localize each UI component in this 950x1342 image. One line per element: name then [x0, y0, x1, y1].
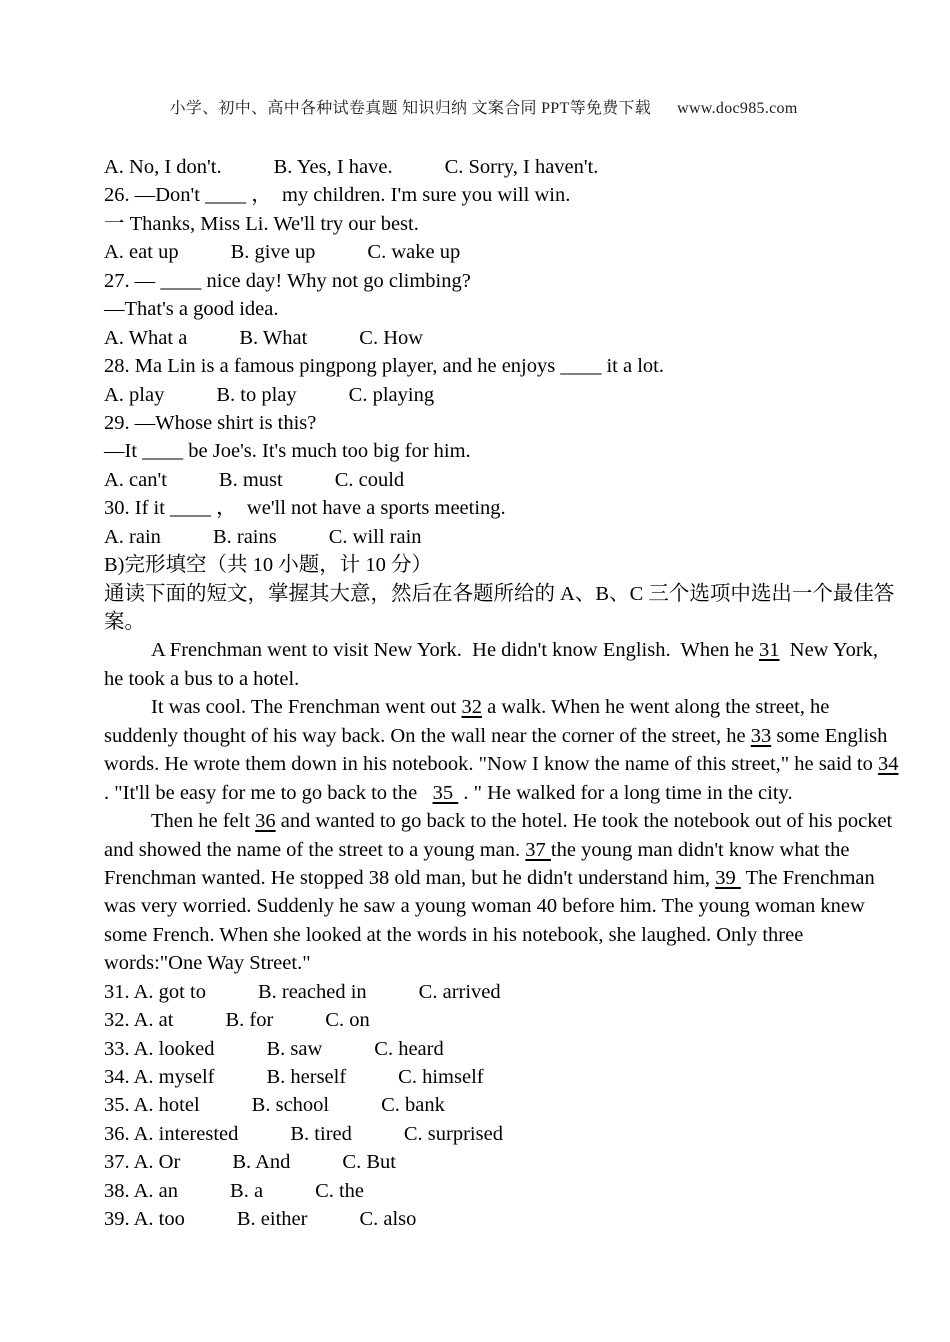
q34-options [104, 1063, 874, 1091]
option-item: C. could [334, 468, 405, 491]
q37-options [104, 1148, 874, 1176]
passage-p3-l2 [104, 836, 874, 864]
q25-options [104, 153, 874, 181]
passage-p3-l1 [104, 807, 893, 835]
passage-p2-l3 [104, 750, 899, 778]
q28-stem: 28. Ma Lin is a famous pingpong player, and he enjoys ____ it a lot. [104, 355, 664, 378]
option-item: C. will rain [328, 525, 422, 548]
cloze-blank-number: 32 [461, 696, 482, 719]
text-segment: Then he felt [151, 810, 256, 833]
option-item: 38. A. an [104, 1179, 179, 1202]
cloze-blank-number: 31 [759, 639, 780, 662]
text-segment: and wanted to go back to the hotel. He took the notebook out of his pocket [275, 810, 893, 833]
option-item: C. wake up [367, 241, 461, 264]
q26-stem: 26. —Don't ____ ， my children. I'm sure you will win. [104, 184, 571, 207]
text-segment: and showed the name of the street to a young man. [104, 838, 526, 861]
option-item: C. arrived [418, 980, 501, 1003]
option-item: B. herself [266, 1066, 347, 1088]
text-segment: the young man didn't know what the [550, 838, 850, 861]
q27-options [104, 324, 874, 352]
q36-options [104, 1120, 874, 1148]
text-segment: words. He wrote them down in his notebook. "Now I know the name of this street," he said to [104, 753, 878, 776]
q35-options [104, 1091, 874, 1119]
q38-options [104, 1177, 874, 1205]
passage-p2-l1 [104, 693, 874, 721]
option-item: 34. A. myself [104, 1066, 215, 1088]
option-item: B. for [225, 1009, 274, 1032]
passage-p3-l6: words:"One Way Street." [104, 952, 311, 975]
section-b-heading: B)完形填空（共 10 小题，计 10 分） [104, 554, 432, 577]
option-item: B. reached in [257, 980, 367, 1003]
option-item: C. Sorry, I haven't. [444, 156, 599, 178]
q31-options [104, 978, 874, 1006]
option-item: C. on [325, 1009, 370, 1032]
option-item: C. heard [374, 1037, 444, 1060]
option-item: C. playing [348, 383, 435, 406]
q29-options [104, 466, 874, 494]
passage-p1-l1 [104, 636, 879, 664]
option-item: B. Yes, I have. [273, 156, 393, 178]
q29-reply: —It ____ be Joe's. It's much too big for him. [104, 440, 471, 463]
cloze-blank-number: 35 [432, 781, 459, 804]
option-item: 31. A. got to [104, 980, 206, 1003]
text-segment: Frenchman wanted. He stopped 38 old man, but he didn't understand him, [104, 866, 716, 889]
option-item: B. rains [212, 525, 277, 548]
option-item: B. And [232, 1151, 291, 1174]
passage-p3-l4: was very worried. Suddenly he saw a young woman 40 before him. The young woman knew [104, 895, 865, 918]
q28-options [104, 381, 874, 409]
option-item: C. How [359, 326, 424, 349]
cloze-blank-number: 34 [877, 753, 899, 776]
text-segment: some English [771, 724, 888, 747]
option-item: A. eat up [104, 241, 179, 264]
option-item: A. No, I don't. [104, 156, 222, 178]
option-item: C. bank [381, 1094, 445, 1117]
cloze-blank-number: 36 [255, 810, 276, 833]
cloze-blank-number: 33 [750, 724, 772, 747]
option-item: 32. A. at [104, 1009, 174, 1032]
option-item: A. What a [104, 326, 188, 349]
text-segment: A Frenchman went to visit New York. He didn't know English. When he [151, 639, 760, 662]
text-segment: . "It'll be easy for me to go back to the [104, 781, 433, 804]
option-item: C. But [342, 1151, 396, 1174]
option-item: C. surprised [403, 1122, 503, 1145]
q30-options [104, 523, 874, 551]
option-item: 37. A. Or [104, 1151, 181, 1174]
q26-reply: 一 Thanks, Miss Li. We'll try our best. [104, 212, 419, 235]
text-segment: New York, [779, 639, 879, 662]
passage-p1-l2: he took a bus to a hotel. [104, 667, 300, 690]
page-header [0, 77, 950, 136]
option-item: 35. A. hotel [104, 1094, 200, 1117]
document-body [104, 153, 899, 1234]
option-item: B. What [239, 326, 308, 349]
option-item: C. the [315, 1179, 365, 1202]
section-b-instructions-1: 通读下面的短文，掌握其大意，然后在各题所给的 A、B、C 三个选项中选出一个最佳答 [104, 582, 895, 605]
option-item: B. saw [266, 1037, 323, 1060]
text-segment: . " He walked for a long time in the city. [458, 781, 793, 804]
option-item: C. himself [398, 1066, 484, 1088]
option-item: 36. A. interested [104, 1122, 239, 1145]
option-item: B. a [230, 1179, 264, 1202]
header-site-url: www.doc985.com [677, 100, 798, 117]
q29-stem: 29. —Whose shirt is this? [104, 411, 317, 434]
passage-p3-l5: some French. When she looked at the words in his notebook, she laughed. Only three [104, 923, 804, 946]
q32-options [104, 1006, 874, 1034]
cloze-blank-number: 37 [525, 838, 551, 861]
option-item: A. rain [104, 525, 161, 548]
option-item: 39. A. too [104, 1208, 185, 1231]
header-slogan: 小学、初中、高中各种试卷真题 知识归纳 文案合同 PPT等免费下载 [169, 100, 652, 117]
option-item: C. also [359, 1208, 417, 1231]
q27-reply: —That's a good idea. [104, 298, 279, 321]
section-b-instructions-2: 案。 [104, 611, 145, 633]
option-item: B. either [236, 1208, 308, 1231]
passage-p2-l2 [104, 722, 888, 750]
option-item: B. tired [290, 1122, 352, 1145]
option-item: B. must [218, 468, 283, 491]
text-segment: a walk. When he went along the street, he [481, 696, 830, 719]
q26-options [104, 238, 874, 266]
option-item: B. give up [230, 241, 316, 264]
text-segment: suddenly thought of his way back. On the wall near the corner of the street, he [104, 724, 751, 747]
option-item: B. school [251, 1094, 330, 1117]
option-item: A. play [104, 383, 165, 406]
passage-p3-l3 [104, 864, 874, 892]
q39-options [104, 1205, 874, 1233]
q33-options [104, 1035, 874, 1063]
text-segment: It was cool. The Frenchman went out [151, 696, 462, 719]
q27-stem: 27. — ____ nice day! Why not go climbing? [104, 269, 471, 292]
cloze-blank-number: 39 [715, 866, 741, 889]
option-item: A. can't [104, 468, 167, 491]
q30-stem: 30. If it ____ ， we'll not have a sports meeting. [104, 497, 506, 520]
option-item: 33. A. looked [104, 1037, 215, 1060]
passage-p2-l4 [104, 779, 874, 807]
option-item: B. to play [216, 383, 297, 406]
text-segment: The Frenchman [740, 866, 875, 889]
